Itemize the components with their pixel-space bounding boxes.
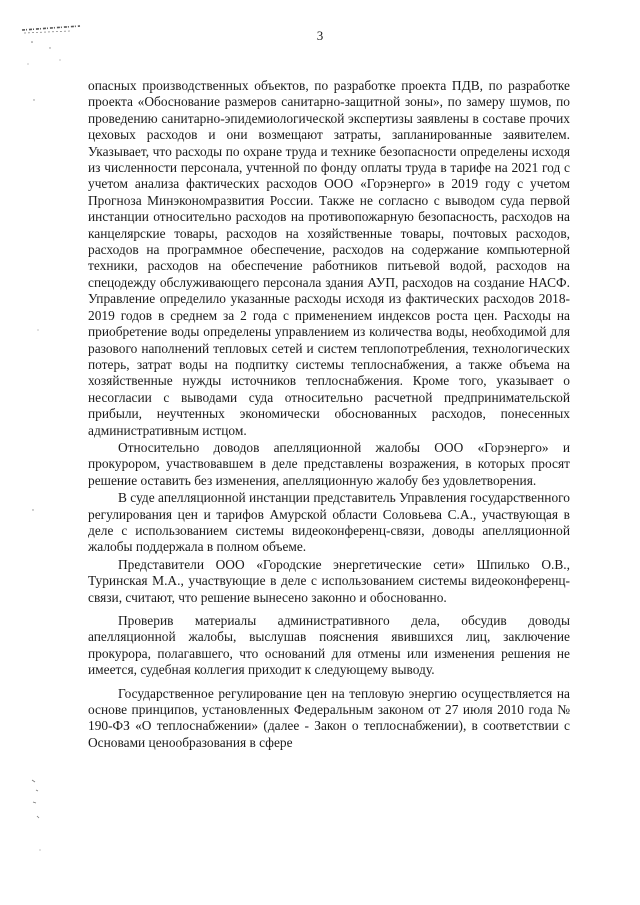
scan-noise-left-margin — [28, 90, 48, 870]
paragraph: Относительно доводов апелляционной жалобы ООО «Горэнерго» и прокурором, участвовавшем в деле представлены возражения, в которых просят решение оставить без изменения, апелляционную жалобу без удовлетворения. — [88, 439, 570, 488]
page-number: 3 — [316, 28, 324, 43]
document-body — [88, 78, 570, 752]
paragraph: Государственное регулирование цен на тепловую энергию осуществляется на основе принципов, установленных Федеральным законом от 27 июля 2010 года № 190-ФЗ «О теплоснабжении» (далее - Закон о теплоснабжении), в соответствии с Основами ценообразования в сфере — [88, 685, 570, 750]
paragraph: опасных производственных объектов, по разработке проекта ПДВ, по разработке проекта «Обоснование размеров санитарно-защитной зоны», по замеру шумов, по проведению санитарно-эпидемиологической экспертизы заявлены в составе прочих цеховых расходов и они возмещают затраты, запланированные заявителем. Указывает, что расходы по охране труда и технике безопасности определены исходя из численности персонала, учтенной по фонду оплаты труда в тарифе на 2021 год с учетом анализа фактических расходов ООО «Горэнерго» в 2019 году с учетом Прогноза Минэкономразвития России. Также не согласно с выводом суда первой инстанции относительно расходов на противопожарную безопасность, расходов на канцелярские товары, расходов на хозяйственные товары, почтовых расходов, расходов на программное обеспечение, расходов на содержание компьютерной техники, расходов на обеспечение работников питьевой водой, расходов на спецодежду обслуживающего персонала здания АУП, расходов на создание НАСФ. Управление определило указанные расходы исходя из фактических расходов 2018-2019 годов в среднем за 2 года с применением индексов роста цен. Расходы на приобретение воды определены управлением из количества воды, необходимой для разового наполнений тепловых сетей и систем теплопотребления, технологических потерь, затрат воды на подпитку системы теплоснабжения, а также объема на хозяйственные нужды источников теплоснабжения. Кроме того, указывает о несогласии с выводами суда относительно расчетной предпринимательской прибыли, неучтенных экономически обоснованных расходов, понесенных административным истцом. — [88, 78, 570, 438]
paragraph: В суде апелляционной инстанции представитель Управления государственного регулирования цен и тарифов Амурской области Соловьева С.А., участвующая в деле с использованием системы видеоконференц-связи, доводы апелляционной жалобы поддержала в полном объеме. — [88, 490, 570, 555]
paragraph: Представители ООО «Городские энергетические сети» Шпилько О.В., Туринская М.А., участвующие в деле с использованием системы видеоконференц-связи, считают, что решение вынесено законно и обоснованно. — [88, 556, 570, 605]
paragraph: Проверив материалы административного дела, обсудив доводы апелляционной жалобы, выслушав пояснения явившихся лиц, заключение прокурора, полагавшего, что оснований для отмены или изменения решения не имеется, судебная коллегия приходит к следующему выводу. — [88, 613, 570, 678]
